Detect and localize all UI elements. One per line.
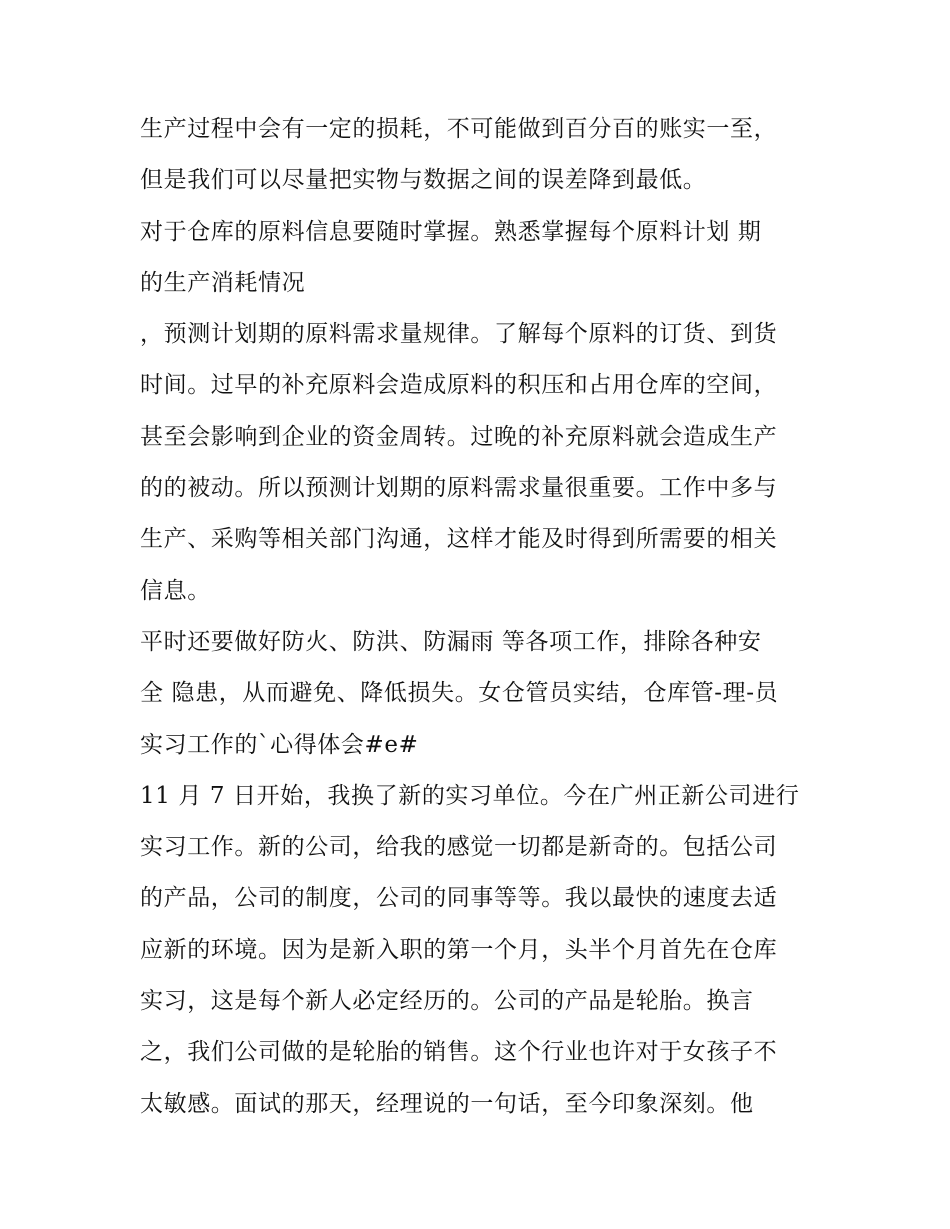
text-line: 应新的环境。因为是新入职的第一个月，头半个月首先在仓库 xyxy=(140,936,778,963)
text-line: 实习工作的`心得体会#e# xyxy=(140,731,419,758)
text-line: ，预测计划期的原料需求量规律。了解每个原料的订货、到货 xyxy=(140,321,778,348)
text-line: 平时还要做好防火、防洪、防漏雨 等各项工作，排除各种安 xyxy=(140,628,762,655)
text-line: 生产、采购等相关部门沟通，这样才能及时得到所需要的相关 xyxy=(140,526,778,553)
text-line: 实习，这是每个新人必定经历的。公司的产品是轮胎。换言 xyxy=(140,988,754,1015)
text-line: 信息。 xyxy=(140,577,211,604)
text-line: 甚至会影响到企业的资金周转。过晚的补充原料就会造成生产 xyxy=(140,423,778,450)
text-line: 11 月 7 日开始，我换了新的实习单位。今在广州正新公司进行 xyxy=(140,782,800,809)
text-line: 的生产消耗情况 xyxy=(140,269,306,296)
text-line: 时间。过早的补充原料会造成原料的积压和占用仓库的空间， xyxy=(140,372,778,399)
text-line: 的的被动。所以预测计划期的原料需求量很重要。工作中多与 xyxy=(140,475,778,502)
text-line: 但是我们可以尽量把实物与数据之间的误差降到最低。 xyxy=(140,167,707,194)
text-line: 生产过程中会有一定的损耗，不可能做到百分百的账实一至， xyxy=(140,116,778,142)
text-line: 太敏感。面试的那天，经理说的一句话，至今印象深刻。他 xyxy=(140,1090,754,1117)
document-body xyxy=(140,104,830,1130)
text-line: 之，我们公司做的是轮胎的销售。这个行业也许对于女孩子不 xyxy=(140,1039,778,1066)
text-line: 实习工作。新的公司，给我的感觉一切都是新奇的。包括公司 xyxy=(140,834,778,861)
text-line: 的产品，公司的制度，公司的同事等等。我以最快的速度去适 xyxy=(140,885,778,912)
text-line: 对于仓库的原料信息要随时掌握。熟悉掌握每个原料计划 期 xyxy=(140,218,762,245)
text-line: 全 隐患，从而避免、降低损失。女仓管员实结，仓库管-理-员 xyxy=(140,680,779,707)
